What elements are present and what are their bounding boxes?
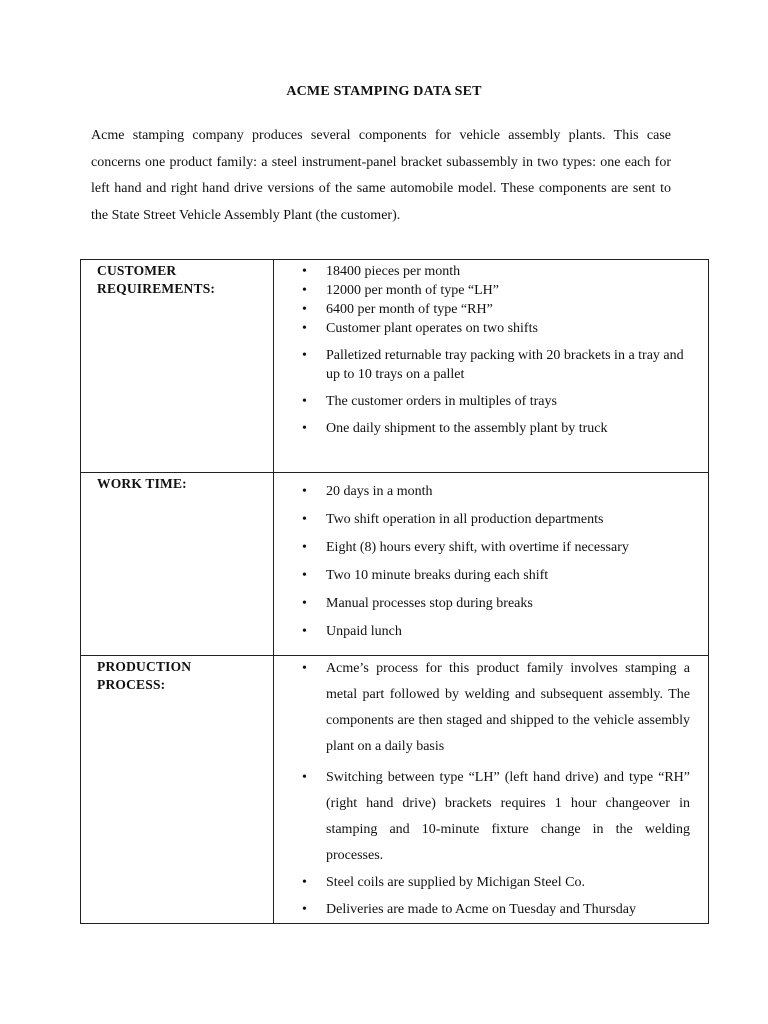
content-cell: [274, 473, 709, 656]
label-cell: [81, 656, 274, 924]
list-item: • Manual processes stop during breaks: [300, 594, 690, 613]
label-cell: [81, 260, 274, 473]
list-item: • 20 days in a month: [300, 482, 690, 501]
list-item: • Eight (8) hours every shift, with overtime if necessary: [300, 538, 690, 557]
content-cell: [274, 656, 709, 924]
list-item: • 6400 per month of type “RH”: [300, 300, 690, 319]
label-cell: [81, 473, 274, 656]
table-row-customer-requirements: [81, 260, 709, 473]
row-label-production-process: PRODUCTION PROCESS:: [97, 659, 192, 692]
list-item: • Steel coils are supplied by Michigan Steel Co.: [300, 870, 690, 896]
document-title: ACME STAMPING DATA SET: [286, 84, 482, 99]
bullet-list-production-process: [274, 656, 708, 923]
list-item: • Palletized returnable tray packing with 20 brackets in a tray and up to 10 trays on a pallet: [300, 346, 690, 384]
list-item: • Unpaid lunch: [300, 622, 690, 641]
list-item: • Two shift operation in all production departments: [300, 510, 690, 529]
list-item: • Acme’s process for this product family involves stamping a metal part followed by welding and subsequent assembly. The components are then staged and shipped to the vehicle assembly plant on a daily basis: [300, 656, 690, 760]
table-row-work-time: [81, 473, 709, 656]
list-item: • The customer orders in multiples of trays: [300, 392, 690, 411]
list-item: • One daily shipment to the assembly plant by truck: [300, 419, 690, 438]
row-label-customer-requirements: CUSTOMER REQUIREMENTS:: [97, 263, 216, 296]
table-row-production-process: [81, 656, 709, 924]
list-item: • 18400 pieces per month: [300, 262, 690, 281]
intro-text: Acme stamping company produces several components for vehicle assembly plants. This case concerns one product family: a steel instrument-panel bracket subassembly in two types: one each for left hand and right hand drive versions of the same automobile model. These components are sent to the State Street Vehicle Assembly Plant (the customer).: [91, 128, 671, 223]
row-label-work-time: WORK TIME:: [97, 476, 187, 491]
bullet-list-work-time: [274, 473, 708, 641]
intro-paragraph: [91, 123, 671, 229]
list-item: • Switching between type “LH” (left hand drive) and type “RH” (right hand drive) brackets requires 1 hour changeover in stamping and 10-minute fixture change in the welding processes.: [300, 765, 690, 869]
bullet-list-customer-requirements: [274, 260, 708, 438]
data-table: [80, 259, 709, 924]
list-item: • Customer plant operates on two shifts: [300, 319, 690, 338]
list-item: • Deliveries are made to Acme on Tuesday and Thursday: [300, 897, 690, 923]
list-item: • Two 10 minute breaks during each shift: [300, 566, 690, 585]
list-item: • 12000 per month of type “LH”: [300, 281, 690, 300]
content-cell: [274, 260, 709, 473]
